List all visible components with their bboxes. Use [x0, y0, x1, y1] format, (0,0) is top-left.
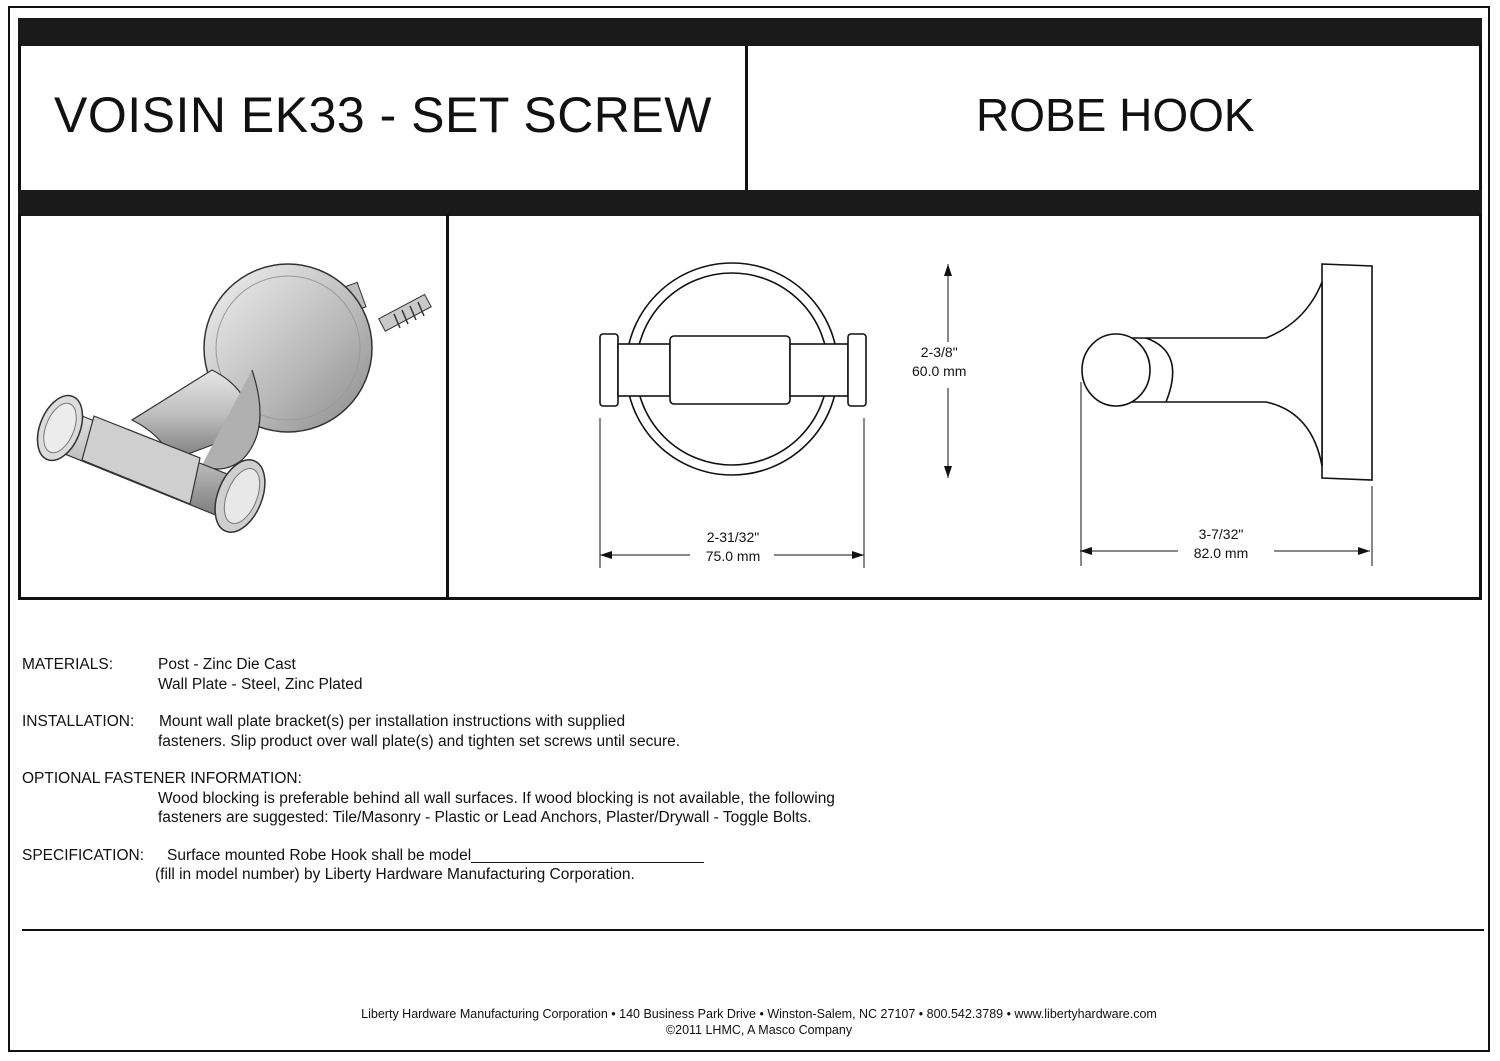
height-mm: 60.0 mm	[912, 363, 967, 379]
specification-line-2: (fill in model number) by Liberty Hardware Manufacturing Corporation.	[155, 866, 635, 883]
header-bottom-bar	[18, 190, 1482, 216]
mounting-screw	[379, 294, 431, 331]
width-inches: 2-31/32"	[706, 529, 760, 545]
height-inches: 2-3/8"	[920, 344, 958, 360]
product-title: VOISIN EK33 - SET SCREW	[54, 87, 712, 143]
product-type: ROBE HOOK	[976, 89, 1255, 141]
depth-inches: 3-7/32"	[1198, 526, 1244, 542]
side-wall-plate	[1322, 264, 1372, 480]
width-dimension-label	[688, 528, 778, 566]
footer-divider	[22, 929, 1484, 931]
drawing-divider	[446, 214, 449, 600]
front-view-drawing	[590, 258, 880, 568]
optional-fastener-label: OPTIONAL FASTENER INFORMATION:	[22, 770, 302, 787]
front-center-sleeve	[670, 336, 790, 404]
front-right-cap	[848, 334, 866, 406]
installation-label: INSTALLATION:	[22, 713, 135, 730]
model-number-blank: ___________________________	[471, 847, 704, 864]
depth-mm: 82.0 mm	[1193, 545, 1249, 561]
side-end-cap	[1082, 334, 1150, 406]
installation-line-1: Mount wall plate bracket(s) per installation instructions with supplied	[159, 713, 626, 730]
footer-address: Liberty Hardware Manufacturing Corporation • 140 Business Park Drive • Winston-Salem, NC 27107 • 800.542.3789 • www.libertyhardware.com	[361, 1007, 1157, 1021]
front-right-arm	[790, 344, 848, 396]
installation-line-2: fasteners. Slip product over wall plate(s) and tighten set screws until secure.	[158, 733, 681, 750]
isometric-hook-illustration	[22, 220, 444, 596]
front-left-arm	[618, 344, 670, 396]
materials-line-2: Wall Plate - Steel, Zinc Plated	[158, 676, 363, 693]
specification-text: Surface mounted Robe Hook shall be model	[167, 847, 472, 864]
height-dimension-label	[912, 343, 966, 381]
specification-line-1	[167, 846, 704, 865]
side-view-drawing	[1076, 262, 1376, 566]
materials-label: MATERIALS:	[22, 656, 114, 673]
front-left-cap	[600, 334, 618, 406]
width-mm: 75.0 mm	[705, 548, 761, 564]
specification-label: SPECIFICATION:	[22, 847, 145, 864]
depth-dimension-label	[1176, 525, 1266, 563]
header-top-bar	[18, 18, 1482, 46]
side-post	[1126, 282, 1322, 466]
materials-line-1: Post - Zinc Die Cast	[158, 656, 296, 673]
footer-copyright: ©2011 LHMC, A Masco Company	[665, 1023, 853, 1037]
optional-fastener-line-1: Wood blocking is preferable behind all wall surfaces. If wood blocking is not available, the following	[158, 790, 835, 807]
optional-fastener-line-2: fasteners are suggested: Tile/Masonry - Plastic or Lead Anchors, Plaster/Drywall - Toggle Bolts.	[158, 809, 812, 826]
